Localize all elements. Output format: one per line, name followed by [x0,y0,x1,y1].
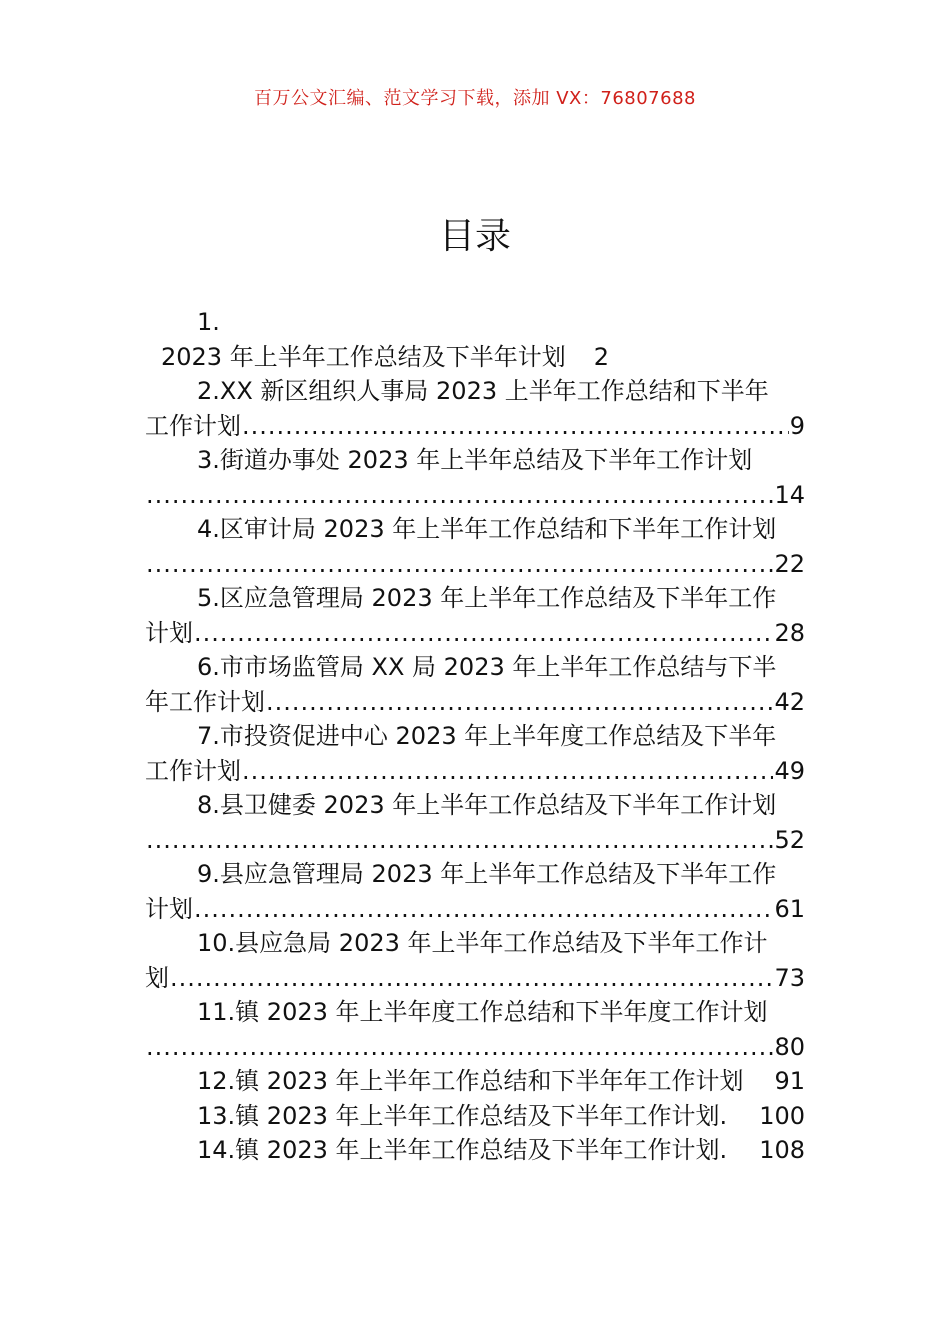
toc-entry-5[interactable] [145,581,805,650]
toc-entry-title-cont: 划 [145,963,169,992]
toc-page-number: 91 [774,1067,805,1095]
toc-page-number: 73 [774,963,805,992]
toc-entry-title-cont: 计划 [145,894,193,923]
toc-entry-title: 5.区应急管理局 2023 年上半年工作总结及下半年工作 [197,584,777,612]
toc-entry-title-cont: 工作计划 [145,756,241,785]
toc-page-number: 28 [774,618,805,647]
page-title: 目录 [438,216,511,257]
toc-entry-10[interactable] [145,926,805,995]
toc-page-number: 49 [774,756,805,785]
toc-entry-title: 4.区审计局 2023 年上半年工作总结和下半年工作计划 [197,515,777,543]
table-of-contents [145,305,805,1168]
toc-entry-14[interactable] [145,1133,805,1168]
toc-page-number: 100 [759,1101,805,1130]
toc-entry-4[interactable] [145,512,805,581]
toc-entry-title-cont: 年工作计划 [145,687,265,716]
toc-entry-title: 2.XX 新区组织人事局 2023 上半年工作总结和下半年 [197,377,769,405]
toc-page-number: 80 [774,1032,805,1061]
toc-entry-8[interactable] [145,788,805,857]
toc-entry-3[interactable] [145,443,805,512]
dot-leader [146,547,773,582]
dot-leader [194,616,773,651]
toc-entry-title: 6.市市场监管局 XX 局 2023 年上半年工作总结与下半 [197,653,777,681]
toc-entry-9[interactable] [145,857,805,926]
toc-entry-title: 3.街道办事处 2023 年上半年总结及下半年工作计划 [197,446,753,474]
toc-page-number: 9 [789,411,805,440]
toc-entry-number: 1. [197,308,220,336]
toc-entry-title: 2023 年上半年工作总结及下半年计划 [161,342,566,371]
toc-entry-title: 9.县应急管理局 2023 年上半年工作总结及下半年工作 [197,860,777,888]
toc-entry-title: 14.镇 2023 年上半年工作总结及下半年工作计划. [197,1136,728,1164]
toc-entry-title-cont: 工作计划 [145,411,241,440]
toc-entry-title: 13.镇 2023 年上半年工作总结及下半年工作计划. [197,1101,728,1130]
toc-entry-12[interactable] [145,1064,805,1099]
dot-leader [242,754,773,789]
toc-entry-title: 11.镇 2023 年上半年度工作总结和下半年度工作计划 [197,998,768,1026]
toc-entry-11[interactable] [145,995,805,1064]
dot-leader [170,961,773,996]
toc-entry-7[interactable] [145,719,805,788]
toc-entry-title: 8.县卫健委 2023 年上半年工作总结及下半年工作计划 [197,791,777,819]
toc-entry-title: 12.镇 2023 年上半年工作总结和下半年年工作计划 [197,1067,744,1095]
toc-page-number: 61 [774,894,805,923]
toc-entry-13[interactable] [145,1099,805,1134]
watermark-header: 百万公文汇编、范文学习下载，添加 VX：76807688 [254,88,696,109]
toc-entry-title: 7.市投资促进中心 2023 年上半年度工作总结及下半年 [197,722,777,750]
dot-leader [146,478,773,513]
dot-leader [146,1030,773,1065]
dot-leader [194,892,773,927]
toc-entry-6[interactable] [145,650,805,719]
toc-entry-title-cont: 计划 [145,618,193,647]
toc-entry-2[interactable] [145,374,805,443]
toc-page-number: 52 [774,825,805,854]
dot-leader [146,823,773,858]
toc-page-number: 108 [759,1136,805,1164]
dot-leader [266,685,773,720]
toc-page-number: 42 [774,687,805,716]
dot-leader [242,409,789,444]
toc-entry-1[interactable] [145,305,805,374]
toc-page-number: 22 [774,549,805,578]
toc-page-number: 2 [593,342,609,371]
toc-entry-title: 10.县应急局 2023 年上半年工作总结及下半年工作计 [197,929,768,957]
toc-page-number: 14 [774,480,805,509]
